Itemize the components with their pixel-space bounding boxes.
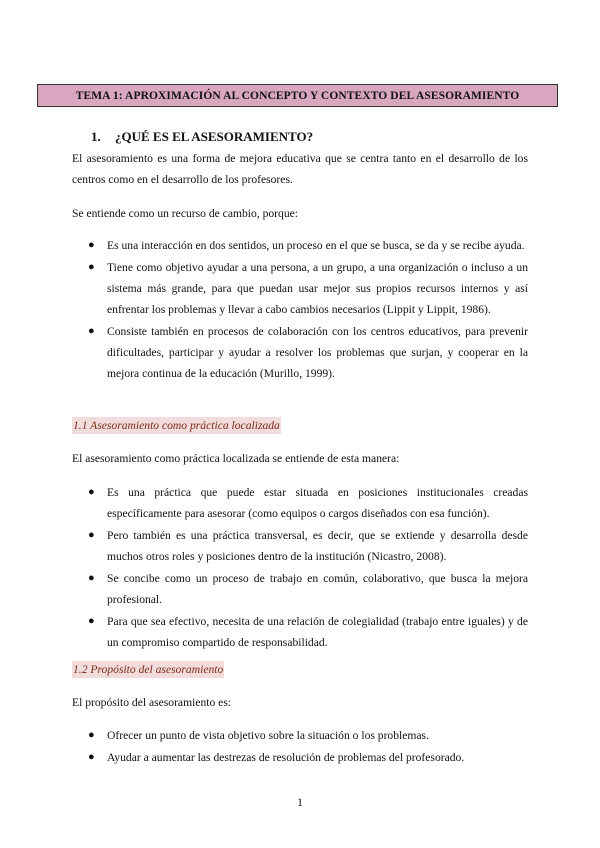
bullet-icon: ● bbox=[88, 239, 95, 251]
chapter-title-box bbox=[37, 84, 558, 107]
page-number: 1 bbox=[297, 795, 303, 809]
intro-paragraph: El asesoramiento es una forma de mejora educativa que se centra tanto en el desarrollo de los centros como en el desarrollo de los profesores. bbox=[72, 152, 528, 186]
bullet-icon: ● bbox=[88, 325, 95, 337]
subheading-1-2: 1.2 Propósito del asesoramiento bbox=[73, 663, 224, 676]
bullet-icon: ● bbox=[88, 529, 95, 541]
bullet-list-section1 bbox=[72, 235, 528, 385]
lead-paragraph-1-2: El propósito del asesoramiento es: bbox=[72, 696, 232, 709]
bullet-list-section1-1 bbox=[72, 482, 528, 654]
lead-paragraph-1-1: El asesoramiento como práctica localizada se entiende de esta manera: bbox=[72, 452, 400, 465]
bullet-icon: ● bbox=[88, 572, 95, 584]
bullet-icon: ● bbox=[88, 261, 95, 273]
bullet-icon: ● bbox=[88, 729, 95, 741]
list-item: ● Ofrecer un punto de vista objetivo sobre la situación o los problemas. bbox=[72, 725, 528, 746]
bullet-icon: ● bbox=[88, 486, 95, 498]
list-item: ● Tiene como objetivo ayudar a una persona, a un grupo, a una organización o incluso a un sistema más grande, para que puedan usar mejor sus propios recursos internos y así enfrentar los problemas y llevar a cabo cambios necesarios (Lippit y Lippit, 1986). bbox=[72, 257, 528, 320]
list-item: ● Se concibe como un proceso de trabajo en común, colaborativo, que busca la mejora profesional. bbox=[72, 568, 528, 610]
list-item: ● Para que sea efectivo, necesita de una relación de colegialidad (trabajo entre iguales) y de un compromiso compartido de responsabilidad. bbox=[72, 611, 528, 653]
list-item: ● Es una interacción en dos sentidos, un proceso en el que se busca, se da y se recibe ayuda. bbox=[72, 235, 528, 256]
section-title: ¿QUÉ ES EL ASESORAMIENTO? bbox=[115, 129, 314, 144]
list-item: ● Es una práctica que puede estar situada en posiciones institucionales creadas específicamente para asesorar (como equipos o cargos diseñados con esa función). bbox=[72, 482, 528, 524]
section-heading bbox=[91, 129, 313, 145]
list-item: ● Pero también es una práctica transversal, es decir, que se extiende y desarrolla desde muchos otros roles y posiciones dentro de la institución (Nicastro, 2008). bbox=[72, 525, 528, 567]
bullet-list-section1-2 bbox=[72, 725, 528, 769]
chapter-title: TEMA 1: APROXIMACIÓN AL CONCEPTO Y CONTEXTO DEL ASESORAMIENTO bbox=[75, 89, 520, 102]
list-item: ● Consiste también en procesos de colaboración con los centros educativos, para prevenir dificultades, participar y ayudar a resolver los problemas que surjan, y cooperar en la mejora continua de la educación (Murillo, 1999). bbox=[72, 321, 528, 384]
subheading-1-1: 1.1 Asesoramiento como práctica localizada bbox=[73, 419, 280, 432]
list-item: ● Ayudar a aumentar las destrezas de resolución de problemas del profesorado. bbox=[72, 747, 528, 768]
bullet-icon: ● bbox=[88, 615, 95, 627]
bullet-icon: ● bbox=[88, 751, 95, 763]
lead-paragraph: Se entiende como un recurso de cambio, porque: bbox=[72, 207, 299, 220]
section-number: 1. bbox=[91, 129, 101, 144]
